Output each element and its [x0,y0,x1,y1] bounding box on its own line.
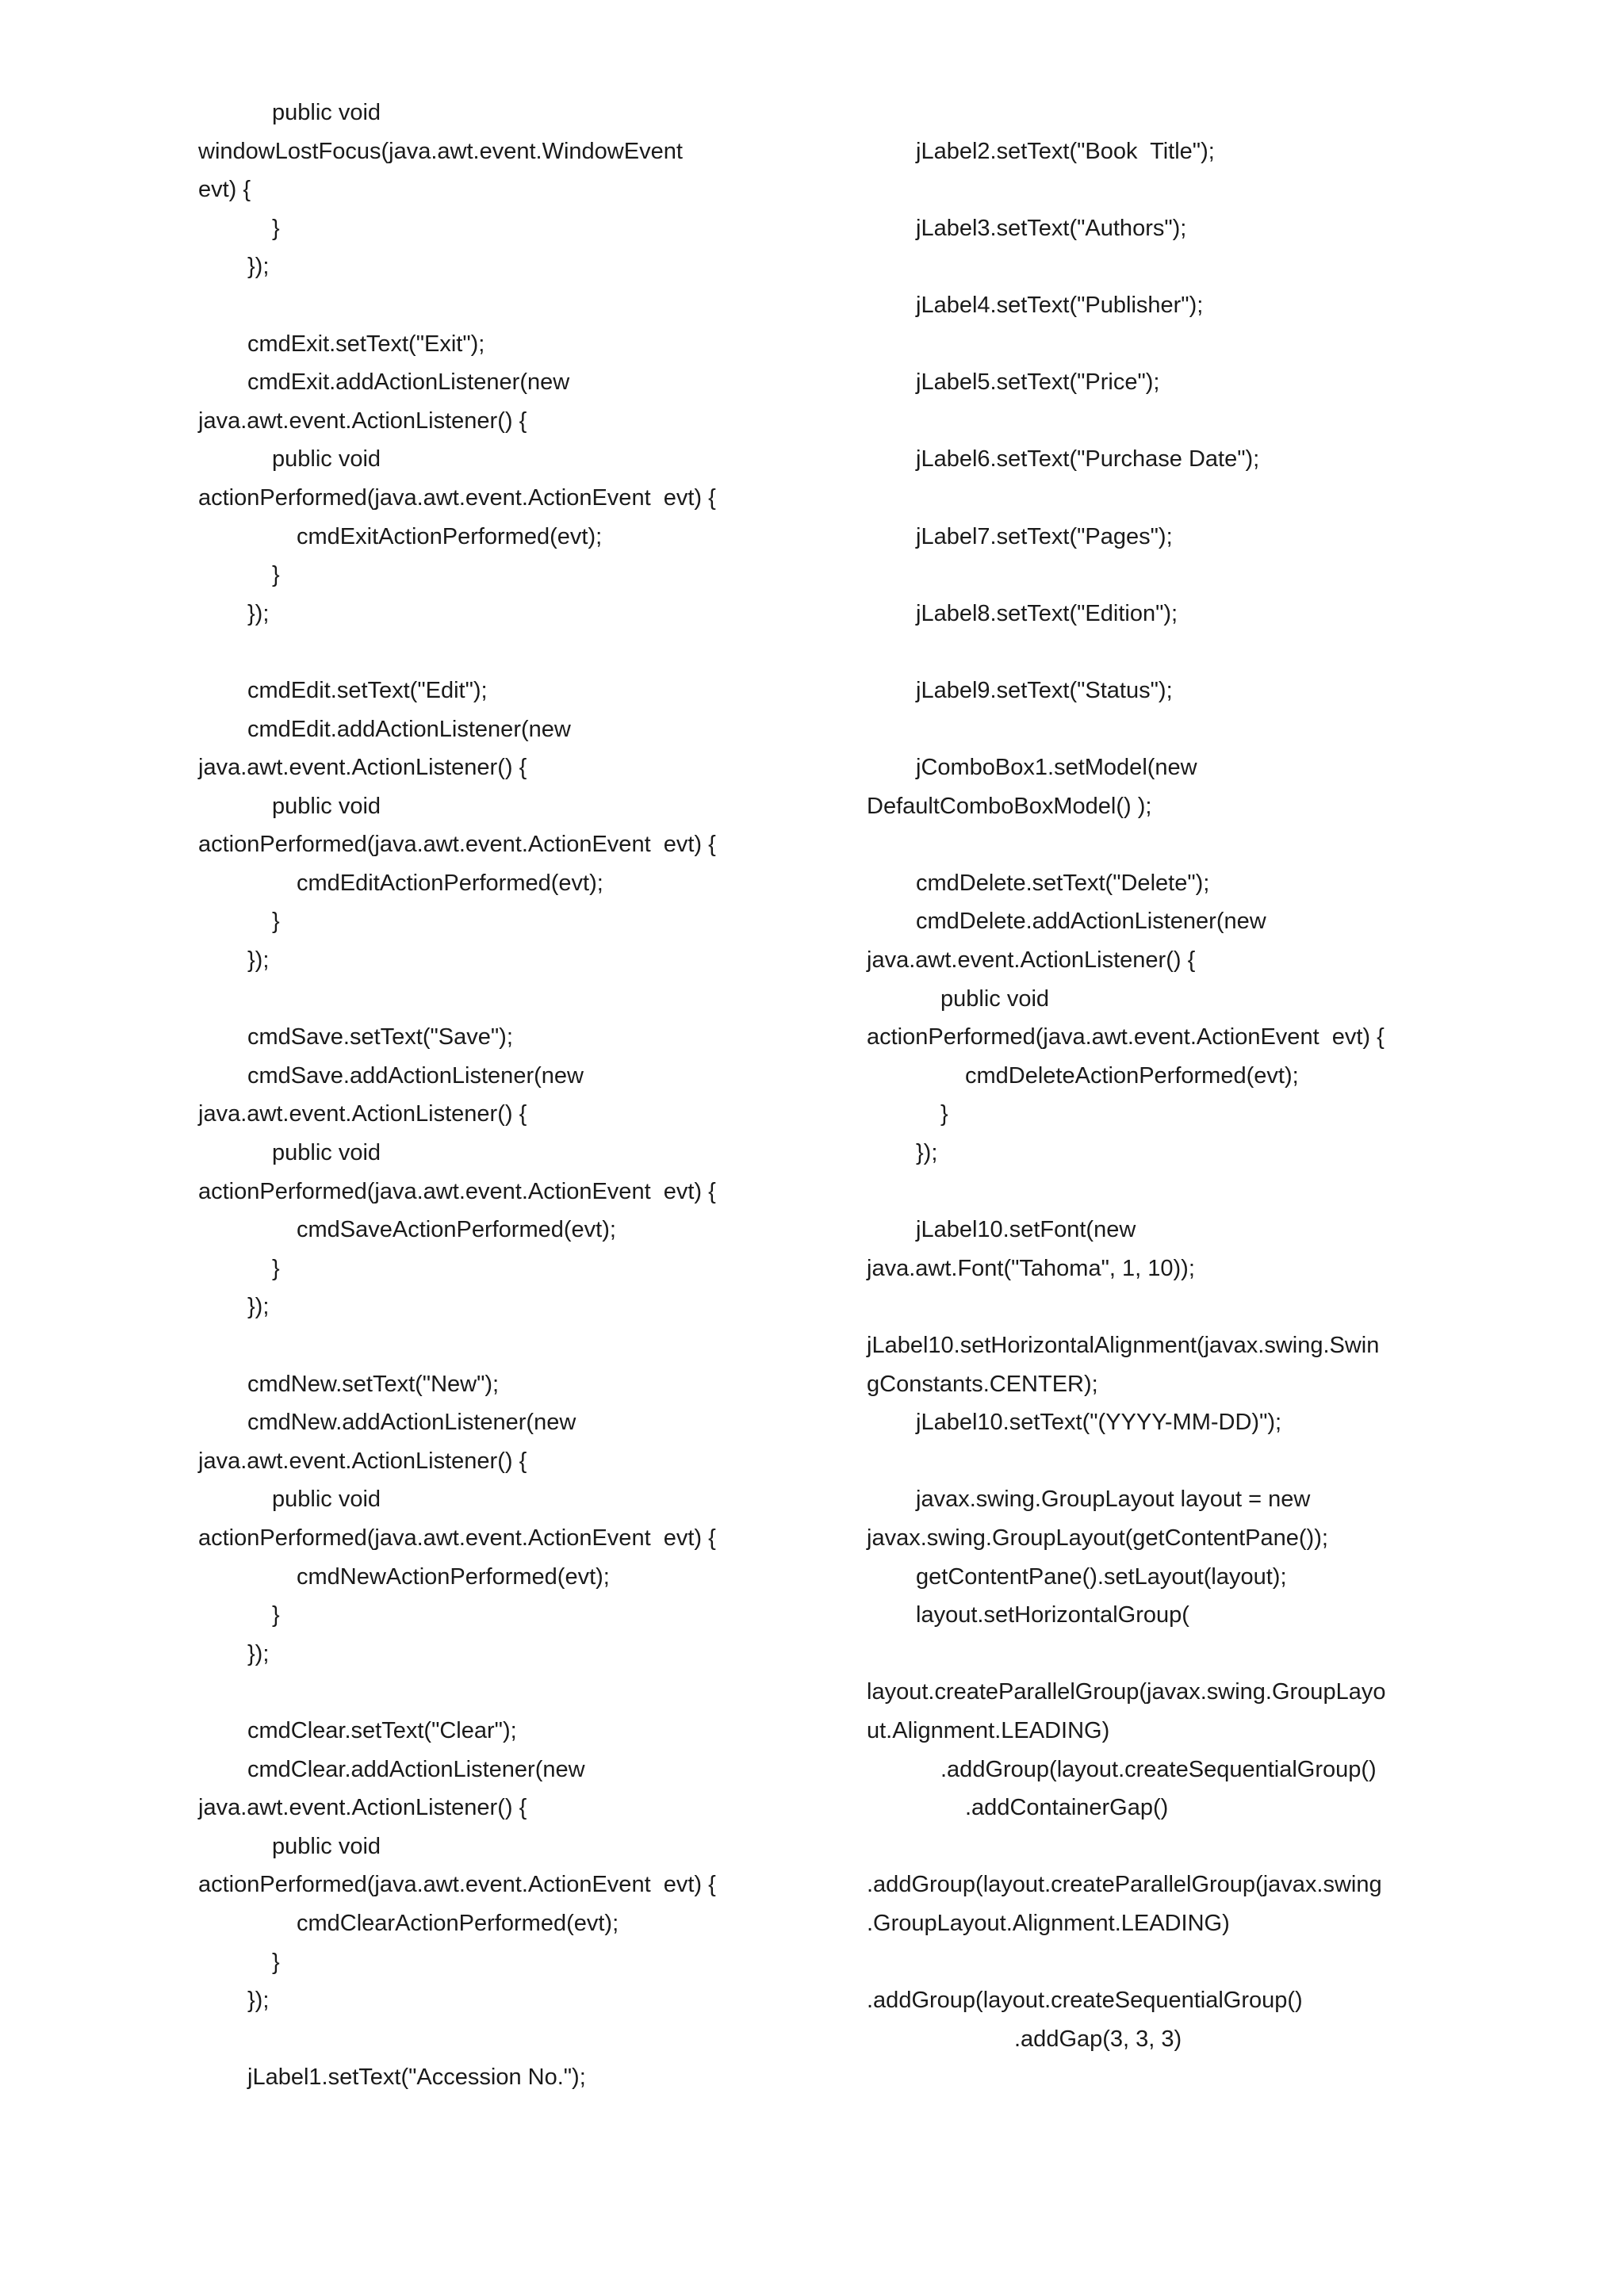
blank-line [867,247,1469,286]
code-line: getContentPane().setLayout(layout); [916,1563,1287,1590]
code-line: gConstants.CENTER); [867,1371,1098,1397]
code-line: java.awt.Font("Tahoma", 1, 10)); [867,1255,1195,1281]
code-line: windowLostFocus(java.awt.event.WindowEvent [198,138,683,164]
code-line: } [272,909,280,935]
code-line: public void [940,985,1050,1012]
code-line: jLabel3.setText("Authors"); [916,215,1187,241]
code-line: .GroupLayout.Alignment.LEADING) [867,1910,1230,1936]
code-line: ut.Alignment.LEADING) [867,1717,1110,1743]
code-line: }); [247,1988,270,2014]
code-line: cmdClear.setText("Clear"); [247,1717,517,1743]
blank-line [867,94,1469,132]
code-line: java.awt.event.ActionListener() { [198,1101,527,1127]
code-line: cmdNew.setText("New"); [247,1371,500,1397]
blank-line [198,1673,809,1712]
code-line: }); [247,1294,270,1320]
code-line: cmdEditActionPerformed(evt); [297,870,603,896]
code-line: cmdDelete.addActionListener(new [916,909,1266,935]
code-line: jLabel8.setText("Edition"); [916,600,1178,626]
code-line: java.awt.event.ActionListener() { [198,1795,527,1821]
code-line: evt) { [198,177,251,203]
code-line: cmdExitActionPerformed(evt); [297,523,603,549]
code-line: public void [272,1487,381,1513]
code-line: .addGroup(layout.createParallelGroup(javax.swing [867,1872,1382,1898]
blank-line [867,402,1469,441]
code-line: cmdClearActionPerformed(evt); [297,1910,619,1936]
code-line: actionPerformed(java.awt.event.ActionEvent evt) { [198,484,716,511]
code-line: } [272,1602,280,1628]
code-line: java.awt.event.ActionListener() { [198,408,527,434]
code-line: javax.swing.GroupLayout layout = new [916,1487,1311,1513]
blank-line [867,1442,1469,1481]
code-line: jLabel4.setText("Publisher"); [916,292,1204,318]
code-line: }); [247,600,270,626]
code-line: .addGroup(layout.createSequentialGroup() [867,1988,1303,2014]
blank-line [867,325,1469,364]
code-line: cmdDelete.setText("Delete"); [916,870,1210,896]
code-line: } [272,215,280,241]
code-line: cmdSaveActionPerformed(evt); [297,1217,616,1243]
code-line: public void [272,1140,381,1166]
blank-line [198,980,809,1019]
code-line: cmdExit.setText("Exit"); [247,331,485,357]
code-line: java.awt.event.ActionListener() { [198,1448,527,1474]
code-line: jLabel7.setText("Pages"); [916,523,1173,549]
code-line: cmdEdit.addActionListener(new [247,716,571,742]
code-line: java.awt.event.ActionListener() { [198,755,527,781]
code-line: cmdSave.addActionListener(new [247,1062,584,1089]
blank-line [867,479,1469,518]
code-line: .addContainerGap() [965,1795,1169,1821]
code-line: public void [272,100,381,125]
code-line: }); [247,1640,270,1667]
code-line: layout.setHorizontalGroup( [916,1602,1189,1628]
code-line: jLabel2.setText("Book Title"); [916,138,1215,164]
code-line: jLabel1.setText("Accession No."); [247,2064,586,2091]
code-line: jLabel5.setText("Price"); [916,369,1160,396]
code-line: jLabel6.setText("Purchase Date"); [916,446,1260,473]
code-line: DefaultComboBoxModel() ); [867,793,1152,819]
code-line: actionPerformed(java.awt.event.ActionEvent evt) { [867,1024,1385,1050]
blank-line [198,286,809,325]
code-line: } [940,1101,948,1127]
code-line: javax.swing.GroupLayout(getContentPane()); [867,1525,1328,1551]
blank-line [867,1288,1469,1326]
code-line: }); [247,254,270,280]
code-line: actionPerformed(java.awt.event.ActionEvent evt) { [198,1525,716,1551]
code-line: actionPerformed(java.awt.event.ActionEvent evt) { [198,832,716,858]
code-line: public void [272,1833,381,1859]
code-line: cmdDeleteActionPerformed(evt); [965,1062,1299,1089]
code-line: cmdExit.addActionListener(new [247,369,570,396]
blank-line [867,556,1469,595]
code-line: cmdClear.addActionListener(new [247,1756,585,1782]
blank-line [867,1173,1469,1211]
blank-line [867,1827,1469,1866]
code-line: }); [916,1140,938,1166]
code-line: public void [272,446,381,473]
blank-line [867,1943,1469,1982]
blank-line [198,2020,809,2059]
right-code-column [867,94,1469,2058]
blank-line [198,633,809,672]
code-line: } [272,562,280,588]
code-line: jLabel10.setFont(new [916,1217,1136,1243]
blank-line [867,825,1469,864]
code-line: jLabel9.setText("Status"); [916,677,1173,703]
code-line: cmdEdit.setText("Edit"); [247,677,488,703]
code-line: java.awt.event.ActionListener() { [867,947,1196,974]
code-line: cmdNew.addActionListener(new [247,1410,576,1436]
code-line: jLabel10.setText("(YYYY-MM-DD)"); [916,1410,1282,1436]
code-line: layout.createParallelGroup(javax.swing.GroupLayo [867,1679,1386,1705]
blank-line [867,170,1469,209]
code-line: jLabel10.setHorizontalAlignment(javax.swing.Swin [867,1333,1380,1358]
code-line: actionPerformed(java.awt.event.ActionEvent evt) { [198,1178,716,1204]
code-line: jComboBox1.setModel(new [916,755,1197,781]
code-line: .addGap(3, 3, 3) [1014,2026,1182,2052]
code-line: } [272,1255,280,1281]
code-line: .addGroup(layout.createSequentialGroup() [940,1756,1377,1782]
code-line: cmdSave.setText("Save"); [247,1024,513,1050]
code-line: actionPerformed(java.awt.event.ActionEvent evt) { [198,1872,716,1898]
code-line: }); [247,947,270,974]
blank-line [867,1635,1469,1674]
left-code-column [198,94,809,2097]
blank-line [198,1326,809,1365]
code-line: } [272,1949,280,1975]
code-line: public void [272,793,381,819]
blank-line [867,633,1469,672]
code-line: cmdNewActionPerformed(evt); [297,1563,610,1590]
blank-line [867,710,1469,749]
